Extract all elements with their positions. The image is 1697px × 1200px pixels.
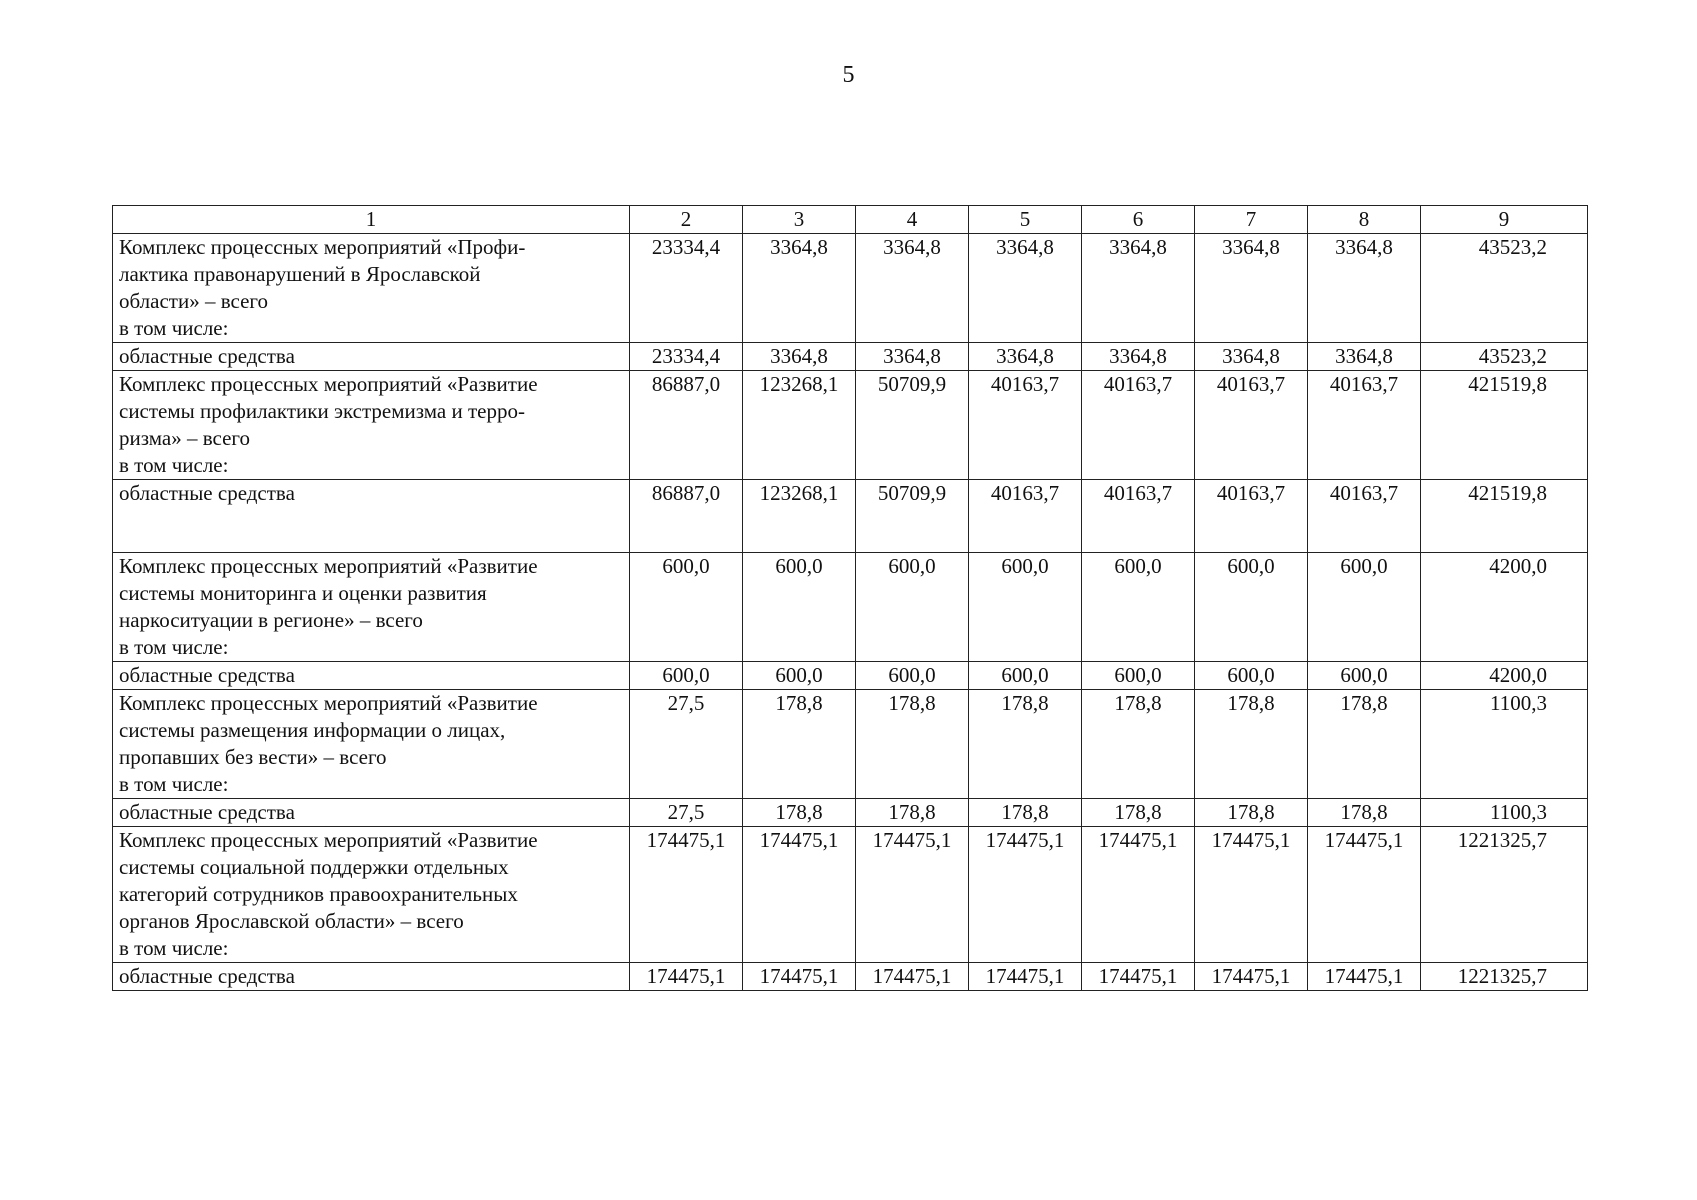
row-label-line: пропавших без вести» – всего bbox=[119, 745, 387, 769]
total-value-cell: 1100,3 bbox=[1421, 799, 1588, 827]
row-label-line: в том числе: bbox=[119, 936, 229, 960]
total-value-cell: 43523,2 bbox=[1421, 234, 1588, 343]
row-label-line: категорий сотрудников правоохранительных bbox=[119, 882, 518, 906]
value-cell: 178,8 bbox=[969, 799, 1082, 827]
row-label-line: системы профилактики экстремизма и терро- bbox=[119, 399, 525, 423]
row-label-line: областные средства bbox=[119, 344, 295, 368]
value-cell: 178,8 bbox=[1195, 799, 1308, 827]
row-label-line: в том числе: bbox=[119, 772, 229, 796]
row-label-line: Комплекс процессных мероприятий «Развитие bbox=[119, 828, 538, 852]
value-cell: 40163,7 bbox=[1308, 371, 1421, 480]
program-total-row bbox=[113, 827, 1588, 963]
total-value-cell: 1221325,7 bbox=[1421, 963, 1588, 991]
value-cell: 23334,4 bbox=[630, 234, 743, 343]
value-cell: 3364,8 bbox=[1308, 234, 1421, 343]
column-header-6: 6 bbox=[1082, 206, 1195, 234]
row-label-line: Комплекс процессных мероприятий «Развитие bbox=[119, 372, 538, 396]
value-cell: 27,5 bbox=[630, 690, 743, 799]
regional-funds-row bbox=[113, 799, 1588, 827]
value-cell: 600,0 bbox=[969, 553, 1082, 662]
total-value-cell: 1221325,7 bbox=[1421, 827, 1588, 963]
program-total-row bbox=[113, 234, 1588, 343]
value-cell: 40163,7 bbox=[1195, 371, 1308, 480]
value-cell: 40163,7 bbox=[969, 480, 1082, 553]
table-header-row bbox=[113, 206, 1588, 234]
row-label-cell bbox=[113, 553, 630, 662]
value-cell: 600,0 bbox=[1308, 662, 1421, 690]
value-cell: 174475,1 bbox=[856, 827, 969, 963]
column-header-2: 2 bbox=[630, 206, 743, 234]
value-cell: 3364,8 bbox=[1308, 343, 1421, 371]
row-label-line: системы размещения информации о лицах, bbox=[119, 718, 506, 742]
value-cell: 50709,9 bbox=[856, 480, 969, 553]
row-label-cell bbox=[113, 662, 630, 690]
value-cell: 3364,8 bbox=[856, 234, 969, 343]
column-header-1: 1 bbox=[113, 206, 630, 234]
column-header-8: 8 bbox=[1308, 206, 1421, 234]
value-cell: 174475,1 bbox=[743, 963, 856, 991]
value-cell: 600,0 bbox=[856, 553, 969, 662]
row-label-line: областные средства bbox=[119, 800, 295, 824]
program-total-row bbox=[113, 690, 1588, 799]
row-label-cell bbox=[113, 343, 630, 371]
value-cell: 40163,7 bbox=[1082, 480, 1195, 553]
total-value-cell: 4200,0 bbox=[1421, 662, 1588, 690]
row-label-line: системы социальной поддержки отдельных bbox=[119, 855, 509, 879]
value-cell: 174475,1 bbox=[1082, 827, 1195, 963]
row-label-cell bbox=[113, 371, 630, 480]
row-label-line: областные средства bbox=[119, 964, 295, 988]
value-cell: 50709,9 bbox=[856, 371, 969, 480]
program-total-row bbox=[113, 553, 1588, 662]
value-cell: 23334,4 bbox=[630, 343, 743, 371]
value-cell: 178,8 bbox=[1082, 799, 1195, 827]
row-label-line: органов Ярославской области» – всего bbox=[119, 909, 464, 933]
value-cell: 174475,1 bbox=[630, 963, 743, 991]
column-header-5: 5 bbox=[969, 206, 1082, 234]
value-cell: 3364,8 bbox=[1082, 343, 1195, 371]
value-cell: 600,0 bbox=[1195, 662, 1308, 690]
row-label-line: области» – всего bbox=[119, 289, 268, 313]
total-value-cell: 421519,8 bbox=[1421, 371, 1588, 480]
row-label-line: в том числе: bbox=[119, 316, 229, 340]
value-cell: 123268,1 bbox=[743, 371, 856, 480]
value-cell: 600,0 bbox=[1195, 553, 1308, 662]
row-label-cell bbox=[113, 690, 630, 799]
value-cell: 174475,1 bbox=[1195, 963, 1308, 991]
regional-funds-row bbox=[113, 480, 1588, 553]
value-cell: 3364,8 bbox=[1195, 343, 1308, 371]
row-label-line: наркоситуации в регионе» – всего bbox=[119, 608, 423, 632]
value-cell: 600,0 bbox=[969, 662, 1082, 690]
value-cell: 174475,1 bbox=[743, 827, 856, 963]
value-cell: 174475,1 bbox=[1308, 963, 1421, 991]
value-cell: 40163,7 bbox=[969, 371, 1082, 480]
value-cell: 3364,8 bbox=[743, 234, 856, 343]
value-cell: 174475,1 bbox=[1195, 827, 1308, 963]
value-cell: 178,8 bbox=[1308, 690, 1421, 799]
value-cell: 3364,8 bbox=[969, 234, 1082, 343]
page-number: 5 bbox=[842, 62, 855, 88]
column-header-4: 4 bbox=[856, 206, 969, 234]
value-cell: 600,0 bbox=[743, 662, 856, 690]
value-cell: 600,0 bbox=[630, 662, 743, 690]
value-cell: 86887,0 bbox=[630, 371, 743, 480]
regional-funds-row bbox=[113, 343, 1588, 371]
value-cell: 178,8 bbox=[1082, 690, 1195, 799]
row-label-cell bbox=[113, 480, 630, 553]
row-label-line: системы мониторинга и оценки развития bbox=[119, 581, 487, 605]
value-cell: 178,8 bbox=[743, 690, 856, 799]
value-cell: 40163,7 bbox=[1308, 480, 1421, 553]
value-cell: 600,0 bbox=[743, 553, 856, 662]
value-cell: 600,0 bbox=[1082, 662, 1195, 690]
value-cell: 123268,1 bbox=[743, 480, 856, 553]
total-value-cell: 421519,8 bbox=[1421, 480, 1588, 553]
total-value-cell: 1100,3 bbox=[1421, 690, 1588, 799]
row-label-line: Комплекс процессных мероприятий «Развитие bbox=[119, 691, 538, 715]
value-cell: 27,5 bbox=[630, 799, 743, 827]
budget-table bbox=[112, 205, 1588, 991]
value-cell: 600,0 bbox=[1308, 553, 1421, 662]
row-label-cell bbox=[113, 234, 630, 343]
value-cell: 3364,8 bbox=[856, 343, 969, 371]
value-cell: 600,0 bbox=[1082, 553, 1195, 662]
program-total-row bbox=[113, 371, 1588, 480]
value-cell: 86887,0 bbox=[630, 480, 743, 553]
row-label-line: Комплекс процессных мероприятий «Развитие bbox=[119, 554, 538, 578]
row-label-line: ризма» – всего bbox=[119, 426, 250, 450]
row-label-line: в том числе: bbox=[119, 453, 229, 477]
value-cell: 600,0 bbox=[630, 553, 743, 662]
value-cell: 3364,8 bbox=[743, 343, 856, 371]
column-header-3: 3 bbox=[743, 206, 856, 234]
value-cell: 174475,1 bbox=[630, 827, 743, 963]
value-cell: 178,8 bbox=[743, 799, 856, 827]
row-label-cell bbox=[113, 827, 630, 963]
value-cell: 178,8 bbox=[856, 690, 969, 799]
row-label-cell bbox=[113, 963, 630, 991]
table-body bbox=[113, 234, 1588, 991]
value-cell: 178,8 bbox=[856, 799, 969, 827]
total-value-cell: 43523,2 bbox=[1421, 343, 1588, 371]
value-cell: 174475,1 bbox=[1082, 963, 1195, 991]
value-cell: 178,8 bbox=[1308, 799, 1421, 827]
row-label-line: Комплекс процессных мероприятий «Профи- bbox=[119, 235, 526, 259]
value-cell: 174475,1 bbox=[969, 827, 1082, 963]
row-label-line: в том числе: bbox=[119, 635, 229, 659]
value-cell: 3364,8 bbox=[969, 343, 1082, 371]
value-cell: 40163,7 bbox=[1082, 371, 1195, 480]
value-cell: 3364,8 bbox=[1195, 234, 1308, 343]
value-cell: 178,8 bbox=[969, 690, 1082, 799]
regional-funds-row bbox=[113, 662, 1588, 690]
value-cell: 40163,7 bbox=[1195, 480, 1308, 553]
row-label-cell bbox=[113, 799, 630, 827]
value-cell: 174475,1 bbox=[856, 963, 969, 991]
regional-funds-row bbox=[113, 963, 1588, 991]
total-value-cell: 4200,0 bbox=[1421, 553, 1588, 662]
value-cell: 3364,8 bbox=[1082, 234, 1195, 343]
value-cell: 174475,1 bbox=[1308, 827, 1421, 963]
column-header-9: 9 bbox=[1421, 206, 1588, 234]
value-cell: 600,0 bbox=[856, 662, 969, 690]
row-label-line: областные средства bbox=[119, 481, 295, 505]
value-cell: 178,8 bbox=[1195, 690, 1308, 799]
value-cell: 174475,1 bbox=[969, 963, 1082, 991]
column-header-7: 7 bbox=[1195, 206, 1308, 234]
row-label-line: лактика правонарушений в Ярославской bbox=[119, 262, 481, 286]
row-label-line: областные средства bbox=[119, 663, 295, 687]
